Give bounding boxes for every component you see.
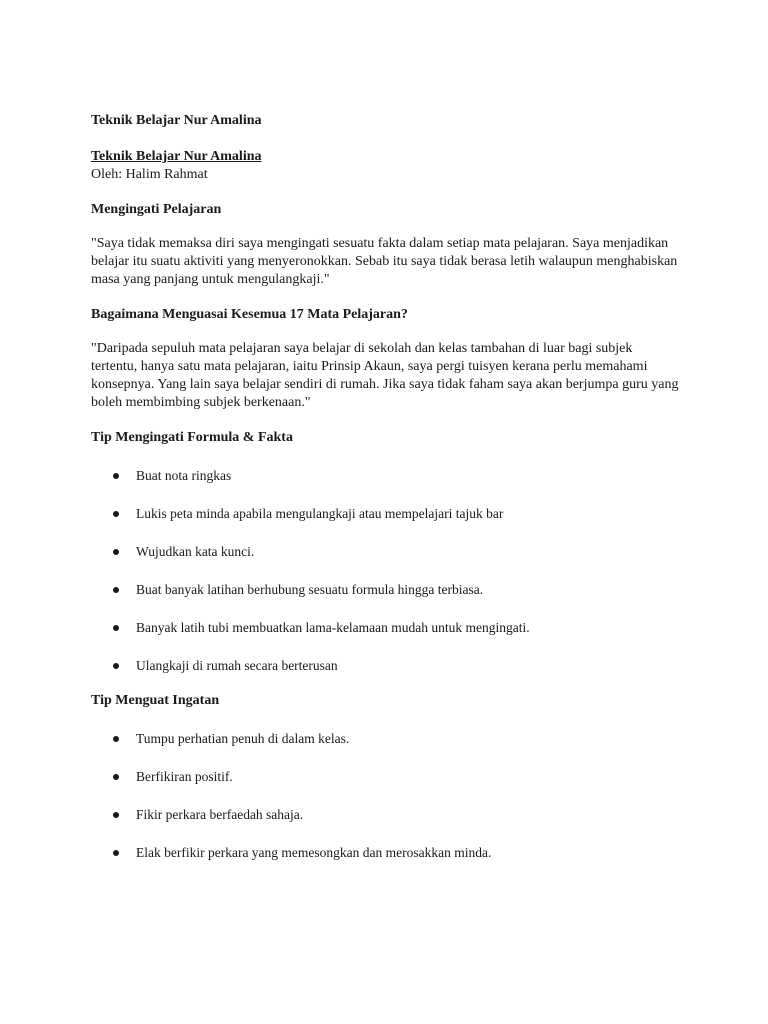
bullet-icon [113, 625, 119, 631]
list-item [91, 581, 691, 599]
paragraph-menguasai-mata-pelajaran: "Daripada sepuluh mata pelajaran saya belajar di sekolah dan kelas tambahan di luar bagi subjek tertentu, hanya satu mata pelajaran, iaitu Prinsip Akaun, saya pergi tuisyen kerana perlu memahami konsepnya. Yang lain saya belajar sendiri di rumah. Jika saya tidak faham saya akan berjumpa guru yang boleh membimbing subjek berkenaan." [91, 341, 679, 410]
list-item [91, 806, 691, 824]
tips-menguat-ingatan-list [91, 730, 691, 862]
bullet-icon [113, 850, 119, 856]
byline: Oleh: Halim Rahmat [91, 167, 208, 182]
list-item [91, 768, 691, 786]
section-heading-menguasai-mata-pelajaran: Bagaimana Menguasai Kesemua 17 Mata Pelajaran? [91, 307, 408, 322]
document-page [91, 112, 691, 862]
article-heading: Teknik Belajar Nur Amalina [91, 149, 262, 164]
list-item [91, 505, 691, 523]
list-item-text: Tumpu perhatian penuh di dalam kelas. [136, 731, 350, 746]
list-item-text: Elak berfikir perkara yang memesongkan dan merosakkan minda. [136, 845, 492, 860]
bullet-icon [113, 511, 119, 517]
list-item [91, 543, 691, 561]
list-item [91, 730, 691, 748]
document-title: Teknik Belajar Nur Amalina [91, 113, 262, 128]
bullet-icon [113, 473, 119, 479]
list-item [91, 619, 691, 637]
list-item-text: Wujudkan kata kunci. [136, 544, 255, 559]
list-item-text: Fikir perkara berfaedah sahaja. [136, 807, 304, 822]
list-item-text: Berfikiran positif. [136, 769, 233, 784]
tips-formula-fakta-list [91, 467, 691, 675]
list-item-text: Lukis peta minda apabila mengulangkaji atau mempelajari tajuk bar [136, 506, 504, 521]
section-heading-tip-formula-fakta: Tip Mengingati Formula & Fakta [91, 430, 293, 445]
list-item [91, 467, 691, 485]
bullet-icon [113, 663, 119, 669]
bullet-icon [113, 774, 119, 780]
list-item [91, 844, 691, 862]
list-item-text: Buat banyak latihan berhubung sesuatu formula hingga terbiasa. [136, 582, 484, 597]
bullet-icon [113, 812, 119, 818]
list-item-text: Ulangkaji di rumah secara berterusan [136, 658, 338, 673]
list-item-text: Banyak latih tubi membuatkan lama-kelamaan mudah untuk mengingati. [136, 620, 530, 635]
bullet-icon [113, 587, 119, 593]
section-heading-mengingati-pelajaran: Mengingati Pelajaran [91, 202, 222, 217]
section-heading-tip-menguat-ingatan: Tip Menguat Ingatan [91, 693, 220, 708]
bullet-icon [113, 736, 119, 742]
list-item-text: Buat nota ringkas [136, 468, 232, 483]
bullet-icon [113, 549, 119, 555]
paragraph-mengingati-pelajaran: "Saya tidak memaksa diri saya mengingati sesuatu fakta dalam setiap mata pelajaran. Saya menjadikan belajar itu suatu aktiviti yang menyeronokkan. Sebab itu saya tidak berasa letih walaupun menghabiskan masa yang panjang untuk mengulangkaji." [91, 236, 678, 287]
list-item [91, 657, 691, 675]
